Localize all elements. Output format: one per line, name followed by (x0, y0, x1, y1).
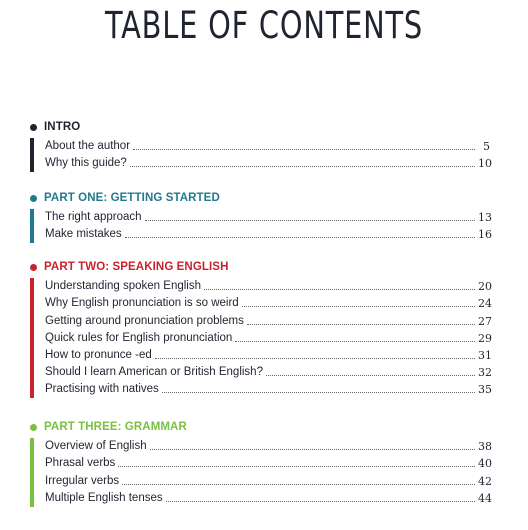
section-heading-label: INTRO (44, 121, 81, 133)
toc-entry-page: 10 (478, 157, 492, 171)
toc-entry[interactable] (45, 278, 490, 295)
bullet-dot-icon (30, 424, 37, 431)
section-heading (30, 420, 490, 434)
dot-leader (122, 483, 475, 485)
dot-leader (247, 323, 475, 325)
dot-leader (150, 448, 475, 450)
dot-leader (162, 391, 475, 393)
toc-entry[interactable] (45, 312, 490, 329)
section-heading-label: PART THREE: GRAMMAR (44, 421, 187, 433)
dot-leader (155, 357, 475, 359)
toc-entry-label: Phrasal verbs (45, 457, 116, 470)
toc-entry-label: How to pronunce -ed (45, 348, 152, 361)
toc-entry-page: 20 (478, 280, 492, 294)
dot-leader (166, 500, 475, 502)
toc-entry[interactable] (45, 226, 490, 243)
bullet-dot-icon (30, 195, 37, 202)
toc-entry[interactable] (45, 155, 490, 172)
toc-entry-page: 42 (478, 474, 492, 488)
toc-entry-page: 16 (478, 228, 492, 242)
section-items (30, 138, 490, 172)
toc-entry-label: Make mistakes (45, 228, 122, 241)
section-part-two (30, 260, 490, 398)
dot-leader (130, 165, 475, 167)
toc-entry-label: Practising with natives (45, 383, 159, 396)
toc-entry[interactable] (45, 138, 490, 155)
toc-entry[interactable] (45, 472, 490, 489)
dot-leader (133, 148, 475, 150)
toc-entry-label: Multiple English tenses (45, 491, 163, 504)
toc-entry-label: Quick rules for English pronunciation (45, 331, 233, 344)
section-heading (30, 120, 490, 134)
dot-leader (242, 305, 475, 307)
toc-entry-label: Getting around pronunciation problems (45, 314, 244, 327)
toc-entry-page: 44 (478, 491, 492, 505)
dot-leader (266, 374, 475, 376)
dot-leader (235, 340, 475, 342)
toc-entry-label: Why this guide? (45, 157, 127, 170)
section-heading (30, 191, 490, 205)
toc-entry[interactable] (45, 330, 490, 347)
toc-entry-page: 24 (478, 297, 492, 311)
toc-entry-page: 27 (478, 314, 492, 328)
section-part-three (30, 420, 490, 507)
bullet-dot-icon (30, 124, 37, 131)
section-heading-label: PART TWO: SPEAKING ENGLISH (44, 261, 229, 273)
toc-entry-page: 13 (478, 211, 492, 225)
toc-entry[interactable] (45, 490, 490, 507)
toc-entry-label: Irregular verbs (45, 474, 120, 487)
toc-entry-label: Should I learn American or British English? (45, 366, 263, 379)
toc-entry-label: Why English pronunciation is so weird (45, 297, 239, 310)
section-part-one (30, 191, 490, 243)
toc-entry[interactable] (45, 381, 490, 398)
toc-entry-page: 31 (478, 348, 492, 362)
section-items (30, 209, 490, 243)
toc-entry[interactable] (45, 347, 490, 364)
section-items (30, 278, 490, 398)
section-intro (30, 120, 490, 172)
toc-entry-page: 35 (478, 383, 492, 397)
toc-entry[interactable] (45, 209, 490, 226)
toc-entry-page: 32 (478, 366, 492, 380)
toc-entry-label: The right approach (45, 211, 142, 224)
dot-leader (125, 236, 475, 238)
dot-leader (204, 288, 475, 290)
toc-entry[interactable] (45, 364, 490, 381)
section-items (30, 438, 490, 507)
toc-entry-page: 38 (478, 440, 492, 454)
toc-entry[interactable] (45, 438, 490, 455)
dot-leader (145, 219, 475, 221)
dot-leader (118, 465, 475, 467)
toc-entry-page: 5 (483, 140, 490, 154)
bullet-dot-icon (30, 264, 37, 271)
toc-entry-label: About the author (45, 140, 131, 153)
toc-entry[interactable] (45, 295, 490, 312)
toc-entry[interactable] (45, 455, 490, 472)
page-title: TABLE OF CONTENTS (104, 4, 424, 47)
toc-entry-page: 40 (478, 457, 492, 471)
section-heading (30, 260, 490, 274)
toc-entry-page: 29 (478, 331, 492, 345)
section-heading-label: PART ONE: GETTING STARTED (44, 192, 220, 204)
toc-entry-label: Understanding spoken English (45, 280, 201, 293)
toc-entry-label: Overview of English (45, 440, 147, 453)
